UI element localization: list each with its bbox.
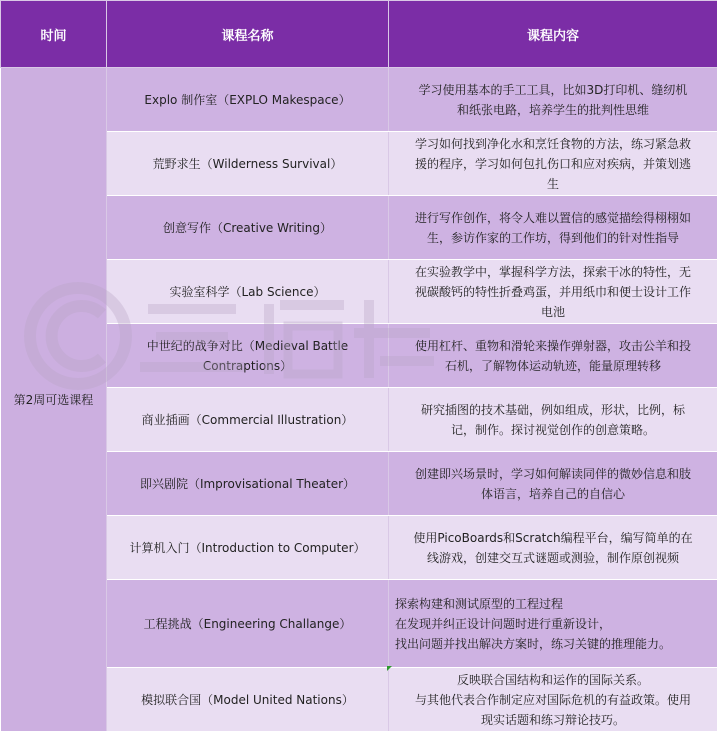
course-content-line: 电池 bbox=[540, 304, 565, 319]
course-name-line: 中世纪的战争对比（Medieval Battle bbox=[146, 338, 349, 353]
course-content-cell bbox=[389, 668, 717, 732]
course-content-line: 使用杠杆、重物和滑轮来操作弹射器，攻击公羊和投 bbox=[414, 338, 691, 353]
course-content-line: 进行写作创作，将令人难以置信的感觉描绘得栩栩如 bbox=[414, 210, 691, 225]
course-content-line: 与其他代表合作制定应对国际危机的有益政策。使用 bbox=[414, 692, 691, 707]
header-row bbox=[1, 1, 717, 68]
course-name-line: 实验室科学（Lab Science） bbox=[169, 284, 326, 299]
course-content-cell bbox=[389, 388, 717, 452]
course-content-line: 生，参访作家的工作坊，得到他们的针对性指导 bbox=[426, 230, 679, 245]
table-row bbox=[1, 516, 717, 580]
table-row bbox=[1, 68, 717, 132]
course-name-cell bbox=[107, 196, 389, 260]
course-content-cell bbox=[389, 132, 717, 196]
course-content-cell bbox=[389, 260, 717, 324]
course-name-line: 创意写作（Creative Writing） bbox=[163, 220, 332, 235]
table-row bbox=[1, 324, 717, 388]
table-row bbox=[1, 668, 717, 732]
table-row bbox=[1, 132, 717, 196]
course-name-cell bbox=[107, 388, 389, 452]
course-content-line: 视碳酸钙的特性折叠鸡蛋，并用纸巾和便士设计工作 bbox=[414, 284, 691, 299]
course-name-line: Contraptions） bbox=[202, 358, 293, 373]
course-content-cell bbox=[389, 324, 717, 388]
table-row bbox=[1, 452, 717, 516]
course-content-line: 和纸张电路，培养学生的批判性思维 bbox=[456, 102, 649, 117]
table-row bbox=[1, 580, 717, 668]
course-name-line: Explo 制作室（EXPLO Makespace） bbox=[144, 92, 351, 107]
course-content-cell bbox=[389, 196, 717, 260]
course-name-cell bbox=[107, 132, 389, 196]
table-row bbox=[1, 196, 717, 260]
course-content-line: 创建即兴场景时，学习如何解读同伴的微妙信息和肢 bbox=[414, 466, 691, 481]
table-row bbox=[1, 260, 717, 324]
course-name-line: 即兴剧院（Improvisational Theater） bbox=[139, 476, 356, 491]
course-content-line: 学习如何找到净化水和烹饪食物的方法，练习紧急救 bbox=[414, 136, 691, 151]
course-content-line: 反映联合国结构和运作的国际关系。 bbox=[456, 672, 649, 687]
course-name-cell bbox=[107, 580, 389, 668]
course-name-cell bbox=[107, 324, 389, 388]
table-row bbox=[1, 388, 717, 452]
course-content-line: 使用PicoBoards和Scratch编程平台，编写简单的在 bbox=[413, 530, 693, 545]
time-cell: 第2周可选课程 bbox=[1, 68, 107, 732]
course-content-line: 在发现并纠正设计问题时进行重新设计， bbox=[395, 616, 612, 631]
course-name-line: 工程挑战（Engineering Challange） bbox=[143, 616, 352, 631]
course-name-cell bbox=[107, 516, 389, 580]
course-content-cell bbox=[389, 516, 717, 580]
course-content-cell bbox=[389, 68, 717, 132]
course-content-line: 在实验教学中，掌握科学方法，探索干冰的特性，无 bbox=[414, 264, 691, 279]
course-content-line: 学习使用基本的手工工具，比如3D打印机、缝纫机 bbox=[418, 82, 688, 97]
course-name-cell bbox=[107, 68, 389, 132]
course-content-line: 线游戏，创建交互式谜题或测验，制作原创视频 bbox=[426, 550, 679, 565]
course-content-line: 研究插图的技术基础，例如组成，形状，比例，标 bbox=[420, 402, 685, 417]
course-content-line: 体语言，培养自己的自信心 bbox=[480, 486, 625, 501]
course-rows bbox=[1, 68, 717, 732]
course-content-cell bbox=[389, 452, 717, 516]
header-course-name: 课程名称 bbox=[107, 1, 389, 68]
course-name-line: 荒野求生（Wilderness Survival） bbox=[152, 156, 343, 171]
course-name-line: 计算机入门（Introduction to Computer） bbox=[129, 540, 366, 555]
course-content-line: 现实话题和练习辩论技巧。 bbox=[480, 712, 625, 727]
course-content-line: 找出问题并找出解决方案时，练习关键的推理能力。 bbox=[395, 636, 672, 651]
course-content-line: 记，制作。探讨视觉创作的创意策略。 bbox=[450, 422, 655, 437]
course-content-line: 援的程序，学习如何包扎伤口和应对疾病，并策划逃 bbox=[414, 156, 691, 171]
header-time: 时间 bbox=[1, 1, 107, 68]
course-name-cell bbox=[107, 452, 389, 516]
course-content-line: 石机，了解物体运动轨迹，能量原理转移 bbox=[444, 358, 661, 373]
course-name-line: 商业插画（Commercial Illustration） bbox=[141, 412, 354, 427]
course-name-cell bbox=[107, 668, 389, 732]
course-content-line: 生 bbox=[546, 176, 559, 191]
course-content-line: 探索构建和测试原型的工程过程 bbox=[395, 596, 564, 611]
course-content-cell bbox=[389, 580, 717, 668]
header-course-content: 课程内容 bbox=[389, 1, 717, 68]
course-name-line: 模拟联合国（Model United Nations） bbox=[141, 692, 354, 707]
cell-comment-flag bbox=[387, 666, 392, 671]
course-name-cell bbox=[107, 260, 389, 324]
